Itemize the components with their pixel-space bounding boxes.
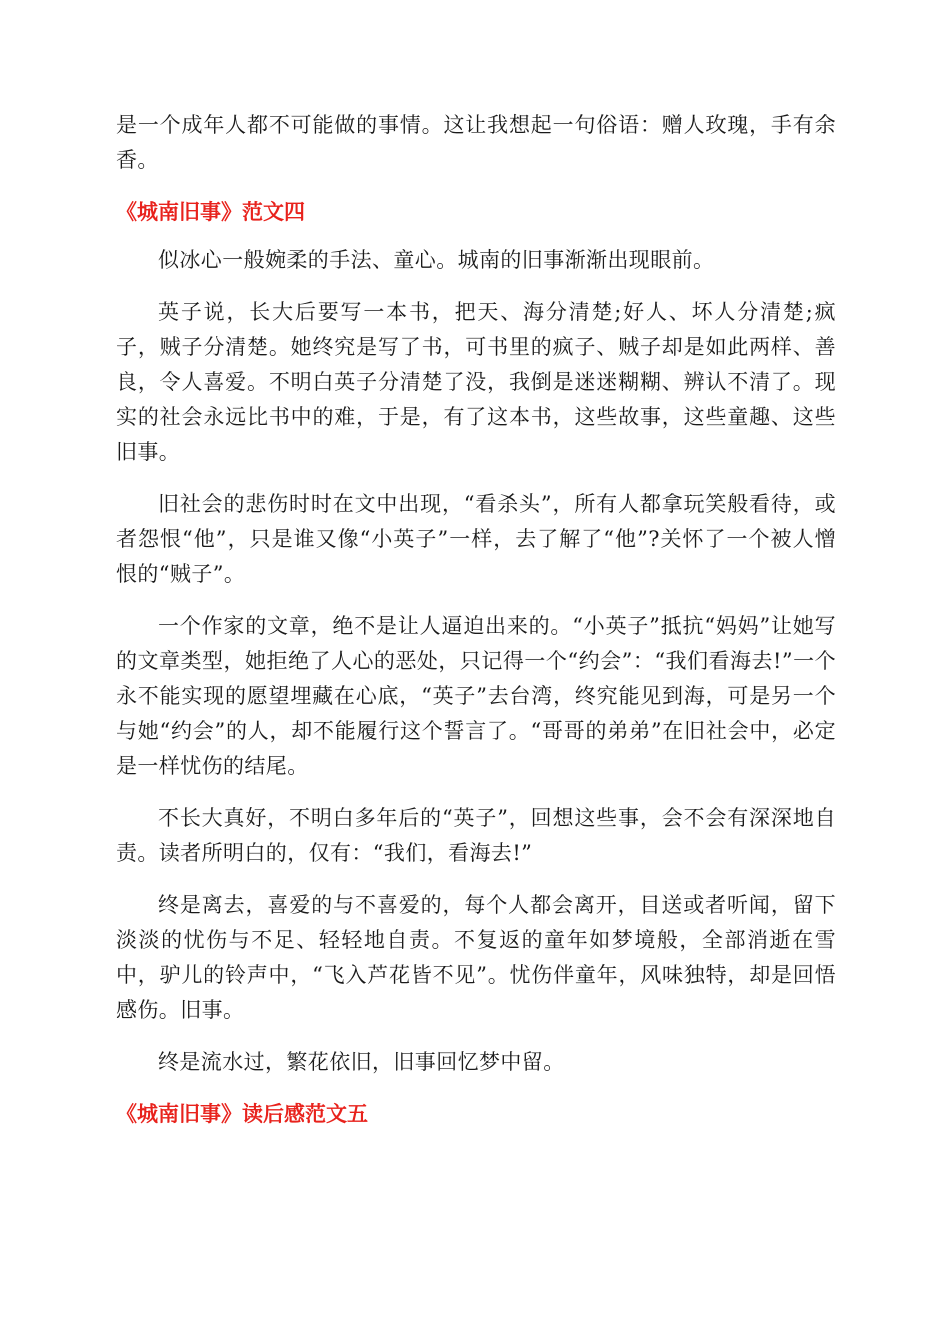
section-heading-5: 《城南旧事》读后感范文五 <box>116 1102 368 1126</box>
section4-paragraph-1: 似冰心一般婉柔的手法、童心。城南的旧事渐渐出现眼前。 <box>158 248 715 272</box>
intro-paragraph: 是一个成年人都不可能做的事情。这让我想起一句俗语：赠人玫瑰，手有余香。 <box>116 113 836 172</box>
section4-paragraph-2: 英子说，长大后要写一本书，把天、海分清楚;好人、坏人分清楚;疯子，贼子分清楚。她终究是写了书，可书里的疯子、贼子却是如此两样、善良，令人喜爱。不明白英子分清楚了没，我倒是迷迷糊糊、辨认不清了。现实的社会永远比书中的难，于是，有了这本书，这些故事，这些童趣、这些旧事。 <box>116 300 836 464</box>
section4-paragraph-5: 不长大真好，不明白多年后的“英子”，回想这些事，会不会有深深地自责。读者所明白的，仅有：“我们，看海去!” <box>116 806 836 865</box>
document-page <box>116 108 836 1145</box>
section4-paragraph-7: 终是流水过，繁花依旧，旧事回忆梦中留。 <box>158 1050 565 1074</box>
section4-paragraph-3: 旧社会的悲伤时时在文中出现，“看杀头”，所有人都拿玩笑般看待，或者怨恨“他”，只是谁又像“小英子”一样，去了解了“他”?关怀了一个被人憎恨的“贼子”。 <box>116 492 836 586</box>
section4-paragraph-4: 一个作家的文章，绝不是让人逼迫出来的。“小英子”抵抗“妈妈”让她写的文章类型，她拒绝了人心的恶处，只记得一个“约会”：“我们看海去!”一个永不能实现的愿望埋藏在心底，“英子”去台湾，终究能见到海，可是另一个与她“约会”的人，却不能履行这个誓言了。“哥哥的弟弟”在旧社会中，必定是一样忧伤的结尾。 <box>116 614 836 778</box>
section4-paragraph-6: 终是离去，喜爱的与不喜爱的，每个人都会离开，目送或者听闻，留下淡淡的忧伤与不足、轻轻地自责。不复返的童年如梦境般，全部消逝在雪中，驴儿的铃声中，“飞入芦花皆不见”。忧伤伴童年，风味独特，却是回悟感伤。旧事。 <box>116 893 836 1022</box>
section-heading-4: 《城南旧事》范文四 <box>116 200 305 224</box>
